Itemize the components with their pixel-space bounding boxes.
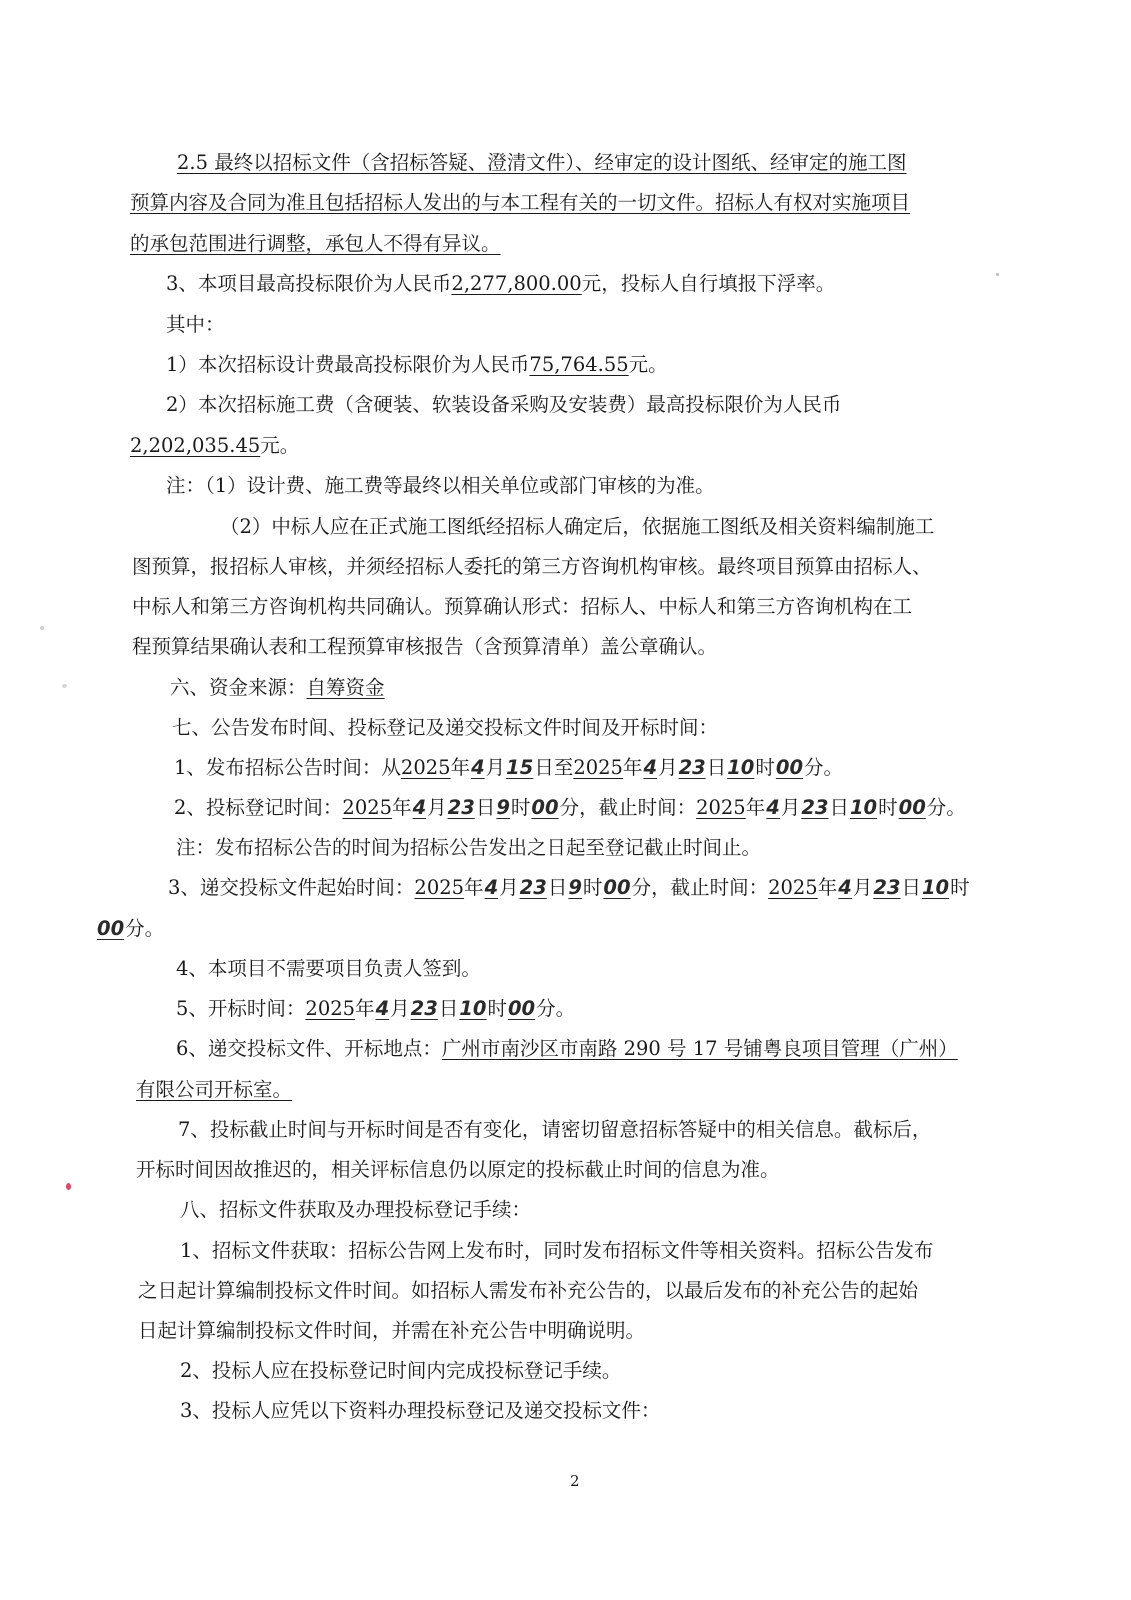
max-bid-price-line: 3、本项目最高投标限价为人民币2,277,800.00元，投标人自行填报下浮率。: [166, 272, 836, 295]
design-fee-value: 75,764.55: [529, 353, 629, 376]
obtain-docs-line-2: 之日起计算编制投标文件时间。如招标人需发布补充公告的，以最后发布的补充公告的起始: [138, 1279, 919, 1302]
handwritten-minute: 00: [97, 917, 125, 940]
construction-fee-line-1: 2）本次招标施工费（含硬装、软装设备采购及安装费）最高投标限价为人民币: [166, 393, 842, 416]
note-2-line-4: 程预算结果确认表和工程预算审核报告（含预算清单）盖公章确认。: [132, 635, 718, 658]
design-fee-line: 1）本次招标设计费最高投标限价为人民币75,764.55元。: [166, 353, 668, 376]
handwritten-month: 4: [471, 756, 485, 779]
handwritten-minute: 00: [531, 796, 559, 819]
section-eight-heading: 八、招标文件获取及办理投标登记手续：: [180, 1198, 532, 1221]
handwritten-hour: 9: [496, 796, 510, 819]
construction-fee-line-2: 2,202,035.45元。: [130, 434, 300, 457]
scan-speck: [62, 684, 67, 688]
section-six-funding: 六、资金来源：自筹资金: [170, 676, 385, 699]
handwritten-day: 23: [678, 756, 706, 779]
scan-speck: [66, 1183, 71, 1190]
submission-time-line-1: 3、递交投标文件起始时间：2025年4月23日9时00分，截止时间：2025年4月23日10时: [168, 876, 970, 899]
no-signin-line: 4、本项目不需要项目负责人签到。: [176, 957, 481, 980]
handwritten-minute: 00: [603, 876, 631, 899]
deadline-change-line-2: 开标时间因故推迟的，相关评标信息仍以原定的投标截止时间的信息为准。: [136, 1158, 780, 1181]
submission-time-line-2: 00分。: [97, 917, 165, 940]
handwritten-minute: 00: [898, 796, 926, 819]
handwritten-minute: 00: [507, 997, 536, 1020]
construction-fee-value: 2,202,035.45: [130, 434, 261, 457]
deadline-change-line-1: 7、投标截止时间与开标时间是否有变化，请密切留意招标答疑中的相关信息。截标后，: [178, 1118, 932, 1141]
section-seven-heading: 七、公告发布时间、投标登记及递交投标文件时间及开标时间：: [172, 716, 719, 739]
bid-location-value: 广州市南沙区市南路 290 号 17 号铺粤良项目管理（广州）: [441, 1037, 958, 1060]
registration-time-line: 2、投标登记时间：2025年4月23日9时00分，截止时间：2025年4月23日10时00分。: [174, 796, 966, 819]
of-which-label: 其中：: [166, 313, 225, 336]
note-2-line-1: （2）中标人应在正式施工图纸经招标人确定后，依据施工图纸及相关资料编制施工: [220, 515, 935, 538]
registration-procedure-line: 2、投标人应在投标登记时间内完成投标登记手续。: [180, 1359, 622, 1382]
handwritten-day: 23: [873, 876, 901, 899]
obtain-docs-line-1: 1、招标文件获取：招标公告网上发布时，同时发布招标文件等相关资料。招标公告发布: [180, 1239, 934, 1262]
required-materials-line: 3、投标人应凭以下资料办理投标登记及递交投标文件：: [180, 1399, 661, 1422]
handwritten-hour: 10: [727, 756, 755, 779]
handwritten-month: 4: [838, 876, 852, 899]
handwritten-hour: 10: [849, 796, 878, 819]
handwritten-hour: 10: [459, 997, 487, 1020]
clause-2-5-line-1: 2.5 最终以招标文件（含招标答疑、澄清文件）、经审定的设计图纸、经审定的施工图: [177, 151, 907, 174]
handwritten-hour: 10: [921, 876, 950, 899]
handwritten-day: 15: [506, 756, 534, 779]
funding-source-value: 自筹资金: [306, 676, 385, 699]
note-1: 注：（1）设计费、施工费等最终以相关单位或部门审核的为准。: [166, 474, 715, 497]
bid-location-line-2: 有限公司开标室。: [136, 1078, 293, 1101]
note-3: 注：发布招标公告的时间为招标公告发出之日起至登记截止时间止。: [176, 836, 762, 859]
clause-2-5-line-3: 的承包范围进行调整，承包人不得有异议。: [130, 232, 501, 255]
page-number: 2: [570, 1472, 580, 1490]
handwritten-month: 4: [375, 997, 390, 1020]
note-2-line-2: 图预算，报招标人审核，并须经招标人委托的第三方咨询机构审核。最终项目预算由招标人、: [132, 555, 932, 578]
handwritten-day: 23: [410, 997, 438, 1020]
handwritten-day: 23: [801, 796, 829, 819]
handwritten-month: 4: [484, 876, 499, 899]
obtain-docs-line-3: 日起计算编制投标文件时间，并需在补充公告中明确说明。: [138, 1319, 646, 1342]
max-bid-price-value: 2,277,800.00: [451, 272, 582, 295]
handwritten-month: 4: [766, 796, 780, 819]
handwritten-month: 4: [412, 796, 427, 819]
scan-speck: [40, 626, 44, 630]
handwritten-day: 23: [519, 876, 547, 899]
bid-location-line-1: 6、递交投标文件、开标地点：广州市南沙区市南路 290 号 17 号铺粤良项目管理（广州）: [176, 1037, 958, 1060]
note-2-line-3: 中标人和第三方咨询机构共同确认。预算确认形式：招标人、中标人和第三方咨询机构在工: [132, 595, 913, 618]
bid-opening-time-line: 5、开标时间：2025年4月23日10时00分。: [176, 997, 576, 1020]
announcement-time-line: 1、发布招标公告时间：从2025年4月15日至2025年4月23日10时00分。: [174, 756, 844, 779]
scan-speck: [996, 273, 999, 276]
handwritten-month: 4: [643, 756, 658, 779]
handwritten-day: 23: [447, 796, 475, 819]
clause-2-5-line-2: 预算内容及合同为准且包括招标人发出的与本工程有关的一切文件。招标人有权对实施项目: [130, 191, 911, 214]
handwritten-minute: 00: [775, 756, 804, 779]
handwritten-hour: 9: [568, 876, 582, 899]
